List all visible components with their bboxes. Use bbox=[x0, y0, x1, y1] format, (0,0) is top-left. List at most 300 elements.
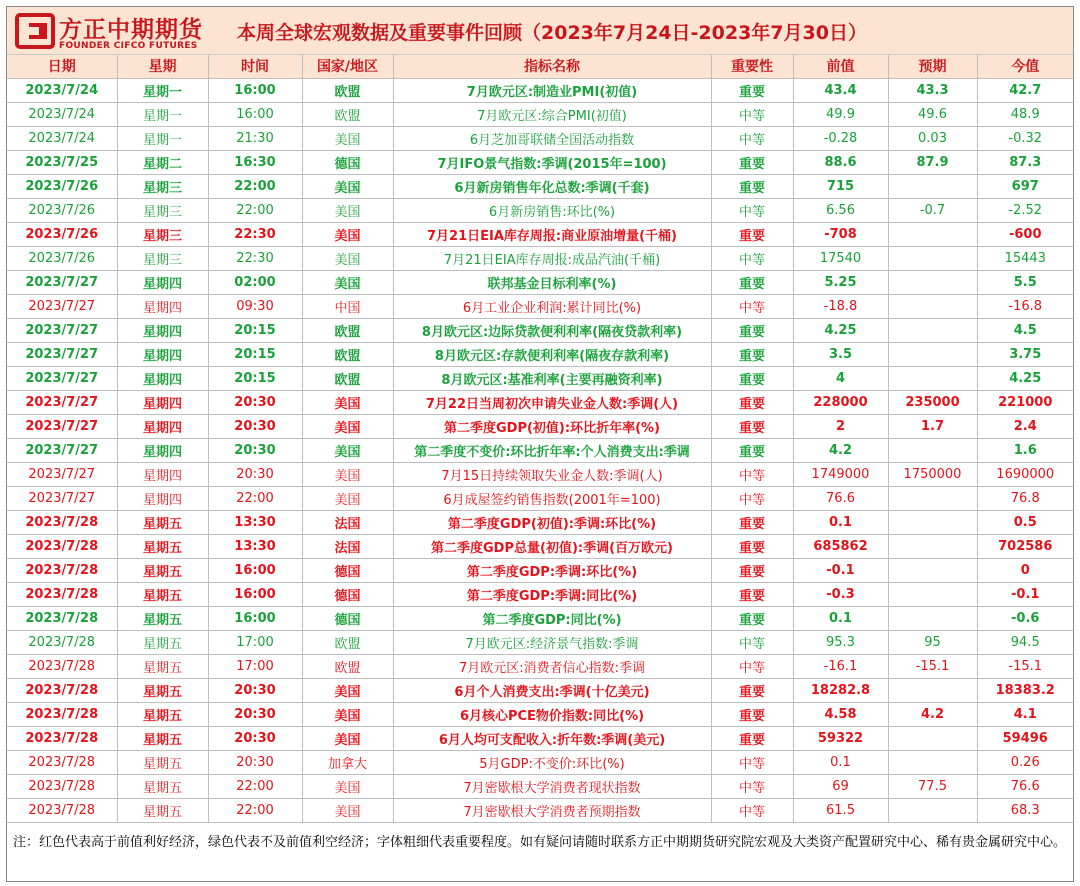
weekday-cell: 星期四 bbox=[117, 438, 208, 462]
table-row bbox=[7, 438, 1073, 462]
table-row bbox=[7, 486, 1073, 510]
importance-cell: 中等 bbox=[711, 198, 793, 222]
weekday-cell: 星期三 bbox=[117, 198, 208, 222]
region-cell: 美国 bbox=[302, 390, 393, 414]
table-row bbox=[7, 678, 1073, 702]
report-title: 本周全球宏观数据及重要事件回顾（2023年7月24日-2023年7月30日） bbox=[237, 22, 867, 44]
indicator-cell: 8月欧元区:边际贷款便利利率(隔夜贷款利率) bbox=[393, 318, 711, 342]
date-cell: 2023/7/27 bbox=[7, 414, 117, 438]
previous-cell: 95.3 bbox=[793, 630, 888, 654]
region-cell: 美国 bbox=[302, 726, 393, 750]
table-row bbox=[7, 414, 1073, 438]
table-row bbox=[7, 294, 1073, 318]
indicator-cell: 6月成屋签约销售指数(2001年=100) bbox=[393, 486, 711, 510]
date-cell: 2023/7/26 bbox=[7, 222, 117, 246]
table-row bbox=[7, 774, 1073, 798]
actual-cell: -15.1 bbox=[977, 654, 1073, 678]
indicator-cell: 第二季度GDP:季调:同比(%) bbox=[393, 582, 711, 606]
date-cell: 2023/7/28 bbox=[7, 630, 117, 654]
importance-cell: 重要 bbox=[711, 438, 793, 462]
forecast-cell: 0.03 bbox=[888, 126, 977, 150]
indicator-cell: 7月欧元区:经济景气指数:季调 bbox=[393, 630, 711, 654]
weekday-cell: 星期五 bbox=[117, 798, 208, 822]
date-cell: 2023/7/24 bbox=[7, 126, 117, 150]
indicator-cell: 第二季度不变价:环比折年率:个人消费支出:季调 bbox=[393, 438, 711, 462]
indicator-cell: 6月新房销售:环比(%) bbox=[393, 198, 711, 222]
time-cell: 22:00 bbox=[208, 774, 302, 798]
date-cell: 2023/7/26 bbox=[7, 174, 117, 198]
date-cell: 2023/7/28 bbox=[7, 582, 117, 606]
col-header-indicator: 指标名称 bbox=[393, 55, 711, 78]
time-cell: 16:00 bbox=[208, 78, 302, 102]
time-cell: 22:30 bbox=[208, 246, 302, 270]
table-row bbox=[7, 270, 1073, 294]
weekday-cell: 星期二 bbox=[117, 150, 208, 174]
indicator-cell: 6月个人消费支出:季调(十亿美元) bbox=[393, 678, 711, 702]
time-cell: 16:00 bbox=[208, 558, 302, 582]
date-cell: 2023/7/28 bbox=[7, 558, 117, 582]
date-cell: 2023/7/27 bbox=[7, 438, 117, 462]
region-cell: 欧盟 bbox=[302, 366, 393, 390]
indicator-cell: 第二季度GDP(初值):季调:环比(%) bbox=[393, 510, 711, 534]
region-cell: 美国 bbox=[302, 702, 393, 726]
table-row bbox=[7, 342, 1073, 366]
indicator-cell: 7月22日当周初次申请失业金人数:季调(人) bbox=[393, 390, 711, 414]
table-row bbox=[7, 78, 1073, 102]
date-cell: 2023/7/28 bbox=[7, 654, 117, 678]
forecast-cell bbox=[888, 366, 977, 390]
importance-cell: 重要 bbox=[711, 174, 793, 198]
previous-cell: 228000 bbox=[793, 390, 888, 414]
region-cell: 美国 bbox=[302, 246, 393, 270]
time-cell: 20:30 bbox=[208, 438, 302, 462]
table-row bbox=[7, 198, 1073, 222]
weekday-cell: 星期四 bbox=[117, 294, 208, 318]
indicator-cell: 第二季度GDP:季调:环比(%) bbox=[393, 558, 711, 582]
col-header-time: 时间 bbox=[208, 55, 302, 78]
weekday-cell: 星期一 bbox=[117, 126, 208, 150]
weekday-cell: 星期四 bbox=[117, 462, 208, 486]
previous-cell: 0.1 bbox=[793, 510, 888, 534]
actual-cell: 702586 bbox=[977, 534, 1073, 558]
forecast-cell bbox=[888, 606, 977, 630]
actual-cell: 76.8 bbox=[977, 486, 1073, 510]
previous-cell: 2 bbox=[793, 414, 888, 438]
time-cell: 22:00 bbox=[208, 486, 302, 510]
previous-cell: 3.5 bbox=[793, 342, 888, 366]
indicator-cell: 6月芝加哥联储全国活动指数 bbox=[393, 126, 711, 150]
forecast-cell bbox=[888, 558, 977, 582]
previous-cell: 685862 bbox=[793, 534, 888, 558]
actual-cell: 94.5 bbox=[977, 630, 1073, 654]
importance-cell: 重要 bbox=[711, 270, 793, 294]
time-cell: 16:00 bbox=[208, 582, 302, 606]
forecast-cell bbox=[888, 270, 977, 294]
actual-cell: 1.6 bbox=[977, 438, 1073, 462]
indicator-cell: 6月新房销售年化总数:季调(千套) bbox=[393, 174, 711, 198]
forecast-cell bbox=[888, 342, 977, 366]
indicator-cell: 8月欧元区:基准利率(主要再融资利率) bbox=[393, 366, 711, 390]
forecast-cell: 77.5 bbox=[888, 774, 977, 798]
previous-cell: 69 bbox=[793, 774, 888, 798]
table-row bbox=[7, 630, 1073, 654]
region-cell: 美国 bbox=[302, 462, 393, 486]
logo-english-text: FOUNDER CIFCO FUTURES bbox=[59, 41, 198, 51]
forecast-cell: -0.7 bbox=[888, 198, 977, 222]
forecast-cell bbox=[888, 438, 977, 462]
actual-cell: 15443 bbox=[977, 246, 1073, 270]
time-cell: 02:00 bbox=[208, 270, 302, 294]
weekday-cell: 星期三 bbox=[117, 222, 208, 246]
actual-cell: 3.75 bbox=[977, 342, 1073, 366]
importance-cell: 重要 bbox=[711, 582, 793, 606]
date-cell: 2023/7/28 bbox=[7, 510, 117, 534]
indicator-cell: 7月21日EIA库存周报:商业原油增量(千桶) bbox=[393, 222, 711, 246]
indicator-cell: 7月IFO景气指数:季调(2015年=100) bbox=[393, 150, 711, 174]
table-row bbox=[7, 462, 1073, 486]
time-cell: 20:30 bbox=[208, 414, 302, 438]
table-row bbox=[7, 582, 1073, 606]
actual-cell: 76.6 bbox=[977, 774, 1073, 798]
indicator-cell: 7月欧元区:制造业PMI(初值) bbox=[393, 78, 711, 102]
forecast-cell bbox=[888, 222, 977, 246]
table-row bbox=[7, 510, 1073, 534]
previous-cell: 5.25 bbox=[793, 270, 888, 294]
previous-cell: -0.3 bbox=[793, 582, 888, 606]
time-cell: 13:30 bbox=[208, 534, 302, 558]
importance-cell: 中等 bbox=[711, 486, 793, 510]
previous-cell: 76.6 bbox=[793, 486, 888, 510]
importance-cell: 中等 bbox=[711, 294, 793, 318]
time-cell: 22:00 bbox=[208, 798, 302, 822]
previous-cell: -0.28 bbox=[793, 126, 888, 150]
previous-cell: 4.58 bbox=[793, 702, 888, 726]
importance-cell: 重要 bbox=[711, 78, 793, 102]
weekday-cell: 星期四 bbox=[117, 390, 208, 414]
time-cell: 17:00 bbox=[208, 654, 302, 678]
date-cell: 2023/7/24 bbox=[7, 102, 117, 126]
actual-cell: 48.9 bbox=[977, 102, 1073, 126]
importance-cell: 中等 bbox=[711, 102, 793, 126]
table-row bbox=[7, 102, 1073, 126]
indicator-cell: 7月密歇根大学消费者预期指数 bbox=[393, 798, 711, 822]
previous-cell: -18.8 bbox=[793, 294, 888, 318]
actual-cell: 4.25 bbox=[977, 366, 1073, 390]
weekday-cell: 星期五 bbox=[117, 702, 208, 726]
actual-cell: 59496 bbox=[977, 726, 1073, 750]
time-cell: 20:30 bbox=[208, 750, 302, 774]
indicator-cell: 7月21日EIA库存周报:成品汽油(千桶) bbox=[393, 246, 711, 270]
table-row bbox=[7, 606, 1073, 630]
date-cell: 2023/7/27 bbox=[7, 462, 117, 486]
indicator-cell: 第二季度GDP:同比(%) bbox=[393, 606, 711, 630]
indicator-cell: 6月人均可支配收入:折年数:季调(美元) bbox=[393, 726, 711, 750]
forecast-cell: 235000 bbox=[888, 390, 977, 414]
forecast-cell: 49.6 bbox=[888, 102, 977, 126]
table-row bbox=[7, 126, 1073, 150]
actual-cell: 4.1 bbox=[977, 702, 1073, 726]
time-cell: 20:30 bbox=[208, 390, 302, 414]
time-cell: 20:30 bbox=[208, 462, 302, 486]
forecast-cell bbox=[888, 486, 977, 510]
actual-cell: 87.3 bbox=[977, 150, 1073, 174]
forecast-cell: 1.7 bbox=[888, 414, 977, 438]
time-cell: 20:15 bbox=[208, 366, 302, 390]
importance-cell: 重要 bbox=[711, 414, 793, 438]
date-cell: 2023/7/26 bbox=[7, 246, 117, 270]
report-frame bbox=[6, 6, 1074, 882]
region-cell: 德国 bbox=[302, 558, 393, 582]
actual-cell: 0.26 bbox=[977, 750, 1073, 774]
date-cell: 2023/7/28 bbox=[7, 534, 117, 558]
time-cell: 20:30 bbox=[208, 678, 302, 702]
table-row bbox=[7, 246, 1073, 270]
table-row bbox=[7, 174, 1073, 198]
region-cell: 美国 bbox=[302, 486, 393, 510]
importance-cell: 重要 bbox=[711, 678, 793, 702]
time-cell: 16:00 bbox=[208, 606, 302, 630]
importance-cell: 重要 bbox=[711, 318, 793, 342]
col-header-region: 国家/地区 bbox=[302, 55, 393, 78]
indicator-cell: 7月欧元区:综合PMI(初值) bbox=[393, 102, 711, 126]
actual-cell: 18383.2 bbox=[977, 678, 1073, 702]
previous-cell: 61.5 bbox=[793, 798, 888, 822]
importance-cell: 重要 bbox=[711, 222, 793, 246]
indicator-cell: 6月工业企业利润:累计同比(%) bbox=[393, 294, 711, 318]
date-cell: 2023/7/28 bbox=[7, 678, 117, 702]
actual-cell: -0.1 bbox=[977, 582, 1073, 606]
actual-cell: 4.5 bbox=[977, 318, 1073, 342]
weekday-cell: 星期五 bbox=[117, 654, 208, 678]
forecast-cell: 87.9 bbox=[888, 150, 977, 174]
actual-cell: -0.32 bbox=[977, 126, 1073, 150]
indicator-cell: 第二季度GDP总量(初值):季调(百万欧元) bbox=[393, 534, 711, 558]
forecast-cell: 4.2 bbox=[888, 702, 977, 726]
forecast-cell bbox=[888, 318, 977, 342]
table-row bbox=[7, 750, 1073, 774]
previous-cell: 18282.8 bbox=[793, 678, 888, 702]
date-cell: 2023/7/28 bbox=[7, 726, 117, 750]
logo-chinese-text: 方正中期期货 bbox=[59, 17, 203, 43]
actual-cell: 221000 bbox=[977, 390, 1073, 414]
importance-cell: 中等 bbox=[711, 126, 793, 150]
importance-cell: 中等 bbox=[711, 630, 793, 654]
date-cell: 2023/7/27 bbox=[7, 294, 117, 318]
region-cell: 美国 bbox=[302, 174, 393, 198]
table-header-row bbox=[7, 55, 1073, 78]
importance-cell: 重要 bbox=[711, 534, 793, 558]
region-cell: 法国 bbox=[302, 534, 393, 558]
date-cell: 2023/7/28 bbox=[7, 750, 117, 774]
importance-cell: 中等 bbox=[711, 462, 793, 486]
region-cell: 欧盟 bbox=[302, 654, 393, 678]
previous-cell: 88.6 bbox=[793, 150, 888, 174]
weekday-cell: 星期三 bbox=[117, 174, 208, 198]
previous-cell: 715 bbox=[793, 174, 888, 198]
weekday-cell: 星期五 bbox=[117, 606, 208, 630]
actual-cell: -2.52 bbox=[977, 198, 1073, 222]
importance-cell: 重要 bbox=[711, 366, 793, 390]
macro-data-table bbox=[7, 55, 1073, 823]
table-row bbox=[7, 366, 1073, 390]
report-header bbox=[7, 7, 1073, 55]
time-cell: 22:30 bbox=[208, 222, 302, 246]
region-cell: 欧盟 bbox=[302, 318, 393, 342]
importance-cell: 重要 bbox=[711, 702, 793, 726]
col-header-weekday: 星期 bbox=[117, 55, 208, 78]
col-header-actual: 今值 bbox=[977, 55, 1073, 78]
previous-cell: 1749000 bbox=[793, 462, 888, 486]
forecast-cell: 95 bbox=[888, 630, 977, 654]
weekday-cell: 星期五 bbox=[117, 750, 208, 774]
table-row bbox=[7, 654, 1073, 678]
importance-cell: 中等 bbox=[711, 750, 793, 774]
weekday-cell: 星期四 bbox=[117, 270, 208, 294]
indicator-cell: 7月15日持续领取失业金人数:季调(人) bbox=[393, 462, 711, 486]
date-cell: 2023/7/27 bbox=[7, 390, 117, 414]
region-cell: 法国 bbox=[302, 510, 393, 534]
col-header-importance: 重要性 bbox=[711, 55, 793, 78]
forecast-cell bbox=[888, 246, 977, 270]
weekday-cell: 星期四 bbox=[117, 414, 208, 438]
founder-logo-icon bbox=[15, 13, 55, 49]
time-cell: 20:30 bbox=[208, 702, 302, 726]
region-cell: 美国 bbox=[302, 270, 393, 294]
weekday-cell: 星期五 bbox=[117, 582, 208, 606]
table-row bbox=[7, 558, 1073, 582]
indicator-cell: 5月GDP:不变价:环比(%) bbox=[393, 750, 711, 774]
region-cell: 美国 bbox=[302, 198, 393, 222]
forecast-cell bbox=[888, 726, 977, 750]
weekday-cell: 星期五 bbox=[117, 726, 208, 750]
col-header-forecast: 预期 bbox=[888, 55, 977, 78]
footnote: 注：红色代表高于前值利好经济，绿色代表不及前值利空经济；字体粗细代表重要程度。如有疑问请随时联系方正中期期货研究院宏观及大类资产配置研究中心、稀有贵金属研究中心。 bbox=[13, 835, 1067, 850]
date-cell: 2023/7/27 bbox=[7, 366, 117, 390]
time-cell: 20:15 bbox=[208, 318, 302, 342]
time-cell: 17:00 bbox=[208, 630, 302, 654]
region-cell: 美国 bbox=[302, 126, 393, 150]
date-cell: 2023/7/28 bbox=[7, 798, 117, 822]
weekday-cell: 星期四 bbox=[117, 342, 208, 366]
forecast-cell bbox=[888, 294, 977, 318]
actual-cell: 2.4 bbox=[977, 414, 1073, 438]
importance-cell: 重要 bbox=[711, 342, 793, 366]
date-cell: 2023/7/28 bbox=[7, 702, 117, 726]
region-cell: 美国 bbox=[302, 798, 393, 822]
actual-cell: -0.6 bbox=[977, 606, 1073, 630]
weekday-cell: 星期四 bbox=[117, 318, 208, 342]
importance-cell: 中等 bbox=[711, 654, 793, 678]
previous-cell: 4.25 bbox=[793, 318, 888, 342]
time-cell: 13:30 bbox=[208, 510, 302, 534]
weekday-cell: 星期五 bbox=[117, 534, 208, 558]
date-cell: 2023/7/26 bbox=[7, 198, 117, 222]
date-cell: 2023/7/24 bbox=[7, 78, 117, 102]
weekday-cell: 星期一 bbox=[117, 102, 208, 126]
forecast-cell bbox=[888, 174, 977, 198]
weekday-cell: 星期一 bbox=[117, 78, 208, 102]
date-cell: 2023/7/28 bbox=[7, 606, 117, 630]
actual-cell: 5.5 bbox=[977, 270, 1073, 294]
indicator-cell: 7月欧元区:消费者信心指数:季调 bbox=[393, 654, 711, 678]
previous-cell: 43.4 bbox=[793, 78, 888, 102]
indicator-cell: 第二季度GDP(初值):环比折年率(%) bbox=[393, 414, 711, 438]
weekday-cell: 星期三 bbox=[117, 246, 208, 270]
region-cell: 德国 bbox=[302, 582, 393, 606]
time-cell: 16:00 bbox=[208, 102, 302, 126]
table-row bbox=[7, 726, 1073, 750]
importance-cell: 中等 bbox=[711, 798, 793, 822]
table-row bbox=[7, 534, 1073, 558]
previous-cell: 4 bbox=[793, 366, 888, 390]
region-cell: 中国 bbox=[302, 294, 393, 318]
previous-cell: 0.1 bbox=[793, 606, 888, 630]
col-header-previous: 前值 bbox=[793, 55, 888, 78]
previous-cell: 59322 bbox=[793, 726, 888, 750]
actual-cell: 0 bbox=[977, 558, 1073, 582]
indicator-cell: 8月欧元区:存款便利利率(隔夜存款利率) bbox=[393, 342, 711, 366]
forecast-cell bbox=[888, 750, 977, 774]
table-row bbox=[7, 150, 1073, 174]
forecast-cell: -15.1 bbox=[888, 654, 977, 678]
table-row bbox=[7, 702, 1073, 726]
previous-cell: -0.1 bbox=[793, 558, 888, 582]
forecast-cell bbox=[888, 534, 977, 558]
table-row bbox=[7, 318, 1073, 342]
weekday-cell: 星期五 bbox=[117, 510, 208, 534]
previous-cell: 4.2 bbox=[793, 438, 888, 462]
previous-cell: -16.1 bbox=[793, 654, 888, 678]
actual-cell: -16.8 bbox=[977, 294, 1073, 318]
actual-cell: 42.7 bbox=[977, 78, 1073, 102]
time-cell: 22:00 bbox=[208, 174, 302, 198]
weekday-cell: 星期五 bbox=[117, 630, 208, 654]
forecast-cell: 43.3 bbox=[888, 78, 977, 102]
company-logo bbox=[15, 11, 203, 53]
forecast-cell bbox=[888, 798, 977, 822]
region-cell: 德国 bbox=[302, 150, 393, 174]
indicator-cell: 7月密歇根大学消费者现状指数 bbox=[393, 774, 711, 798]
region-cell: 美国 bbox=[302, 438, 393, 462]
region-cell: 欧盟 bbox=[302, 342, 393, 366]
weekday-cell: 星期五 bbox=[117, 558, 208, 582]
actual-cell: 1690000 bbox=[977, 462, 1073, 486]
weekday-cell: 星期四 bbox=[117, 486, 208, 510]
region-cell: 欧盟 bbox=[302, 102, 393, 126]
previous-cell: 0.1 bbox=[793, 750, 888, 774]
time-cell: 20:30 bbox=[208, 726, 302, 750]
date-cell: 2023/7/27 bbox=[7, 318, 117, 342]
actual-cell: 0.5 bbox=[977, 510, 1073, 534]
importance-cell: 重要 bbox=[711, 558, 793, 582]
actual-cell: 697 bbox=[977, 174, 1073, 198]
indicator-cell: 联邦基金目标利率(%) bbox=[393, 270, 711, 294]
date-cell: 2023/7/27 bbox=[7, 486, 117, 510]
importance-cell: 重要 bbox=[711, 726, 793, 750]
table-body bbox=[7, 78, 1073, 822]
date-cell: 2023/7/27 bbox=[7, 270, 117, 294]
region-cell: 加拿大 bbox=[302, 750, 393, 774]
forecast-cell bbox=[888, 678, 977, 702]
date-cell: 2023/7/25 bbox=[7, 150, 117, 174]
importance-cell: 重要 bbox=[711, 606, 793, 630]
table-row bbox=[7, 390, 1073, 414]
actual-cell: -600 bbox=[977, 222, 1073, 246]
forecast-cell: 1750000 bbox=[888, 462, 977, 486]
date-cell: 2023/7/28 bbox=[7, 774, 117, 798]
region-cell: 美国 bbox=[302, 774, 393, 798]
weekday-cell: 星期五 bbox=[117, 774, 208, 798]
